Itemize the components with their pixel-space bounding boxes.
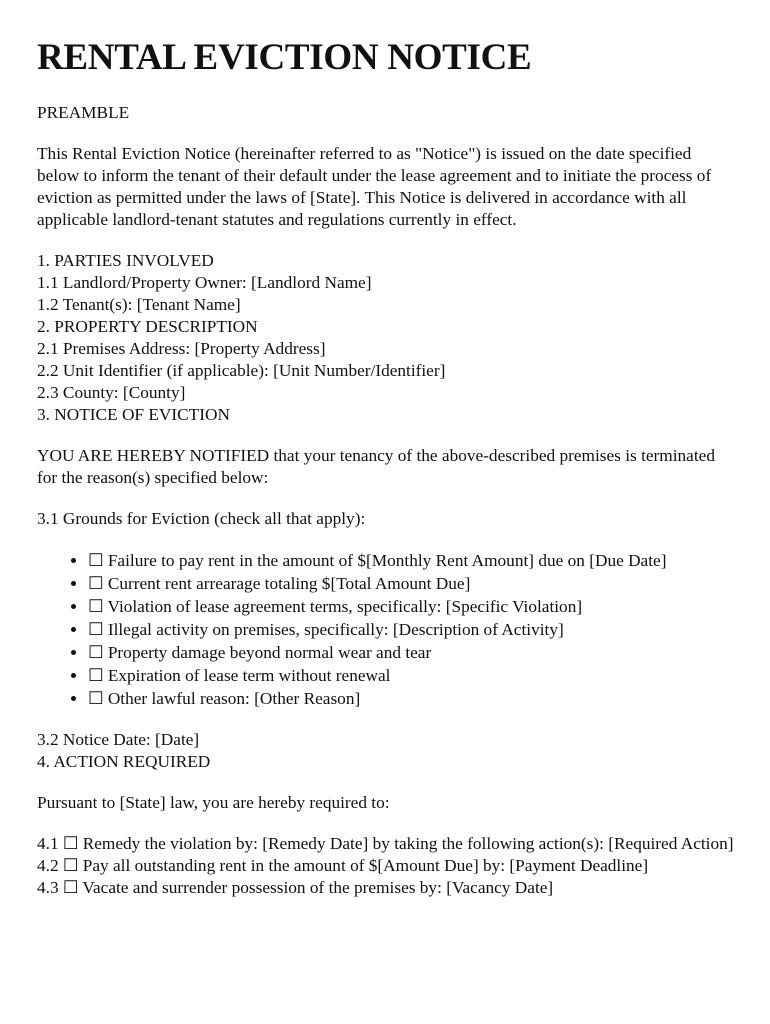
action-remedy: 4.1 ☐ Remedy the violation by: [Remedy Date] by taking the following action(s): [Required Action]	[37, 834, 734, 853]
grounds-item-arrearage: • ☐ Current rent arrearage totaling $[Total Amount Due]	[88, 572, 737, 595]
preamble-heading: PREAMBLE	[37, 103, 130, 122]
section-unit-identifier: 2.2 Unit Identifier (if applicable): [Unit Number/Identifier]	[37, 361, 446, 380]
section-property-heading: 2. PROPERTY DESCRIPTION	[37, 317, 258, 336]
action-pay-rent: 4.2 ☐ Pay all outstanding rent in the amount of $[Amount Due] by: [Payment Deadline]	[37, 856, 649, 875]
section-premises-address: 2.1 Premises Address: [Property Address]	[37, 339, 326, 358]
section-county: 2.3 County: [County]	[37, 383, 186, 402]
section-tenant: 1.2 Tenant(s): [Tenant Name]	[37, 295, 241, 314]
section-parties-heading: 1. PARTIES INVOLVED	[37, 251, 214, 270]
grounds-item-nonpayment: • ☐ Failure to pay rent in the amount of $[Monthly Rent Amount] due on [Due Date]	[88, 549, 737, 572]
sections-block-1	[37, 250, 737, 426]
document-page	[37, 0, 737, 899]
grounds-list	[37, 549, 737, 710]
grounds-heading: 3.1 Grounds for Eviction (check all that apply):	[37, 509, 366, 528]
action-intro: Pursuant to [State] law, you are hereby required to:	[37, 793, 390, 812]
section-landlord: 1.1 Landlord/Property Owner: [Landlord Name]	[37, 273, 372, 292]
grounds-item-lease-expiration: • ☐ Expiration of lease term without renewal	[88, 664, 737, 687]
section-notice-date: 3.2 Notice Date: [Date]	[37, 730, 200, 749]
sections-block-2	[37, 729, 737, 773]
section-action-heading: 4. ACTION REQUIRED	[37, 752, 211, 771]
grounds-item-property-damage: • ☐ Property damage beyond normal wear and tear	[88, 641, 737, 664]
actions-block	[37, 833, 737, 899]
document-title: RENTAL EVICTION NOTICE	[37, 37, 532, 78]
grounds-item-illegal-activity: • ☐ Illegal activity on premises, specifically: [Description of Activity]	[88, 618, 737, 641]
grounds-item-lease-violation: • ☐ Violation of lease agreement terms, specifically: [Specific Violation]	[88, 595, 737, 618]
action-vacate: 4.3 ☐ Vacate and surrender possession of the premises by: [Vacancy Date]	[37, 878, 554, 897]
notice-text: YOU ARE HEREBY NOTIFIED that your tenancy of the above-described premises is terminated for the reason(s) specified below:	[37, 446, 715, 487]
preamble-text: This Rental Eviction Notice (hereinafter referred to as "Notice") is issued on the date specified below to inform the tenant of their default under the lease agreement and to initiate the process of eviction as permitted under the laws of [State]. This Notice is delivered in accordance with all applicable landlord-tenant statutes and regulations currently in effect.	[37, 144, 712, 229]
grounds-item-other-reason: • ☐ Other lawful reason: [Other Reason]	[88, 687, 737, 710]
section-notice-heading: 3. NOTICE OF EVICTION	[37, 405, 230, 424]
